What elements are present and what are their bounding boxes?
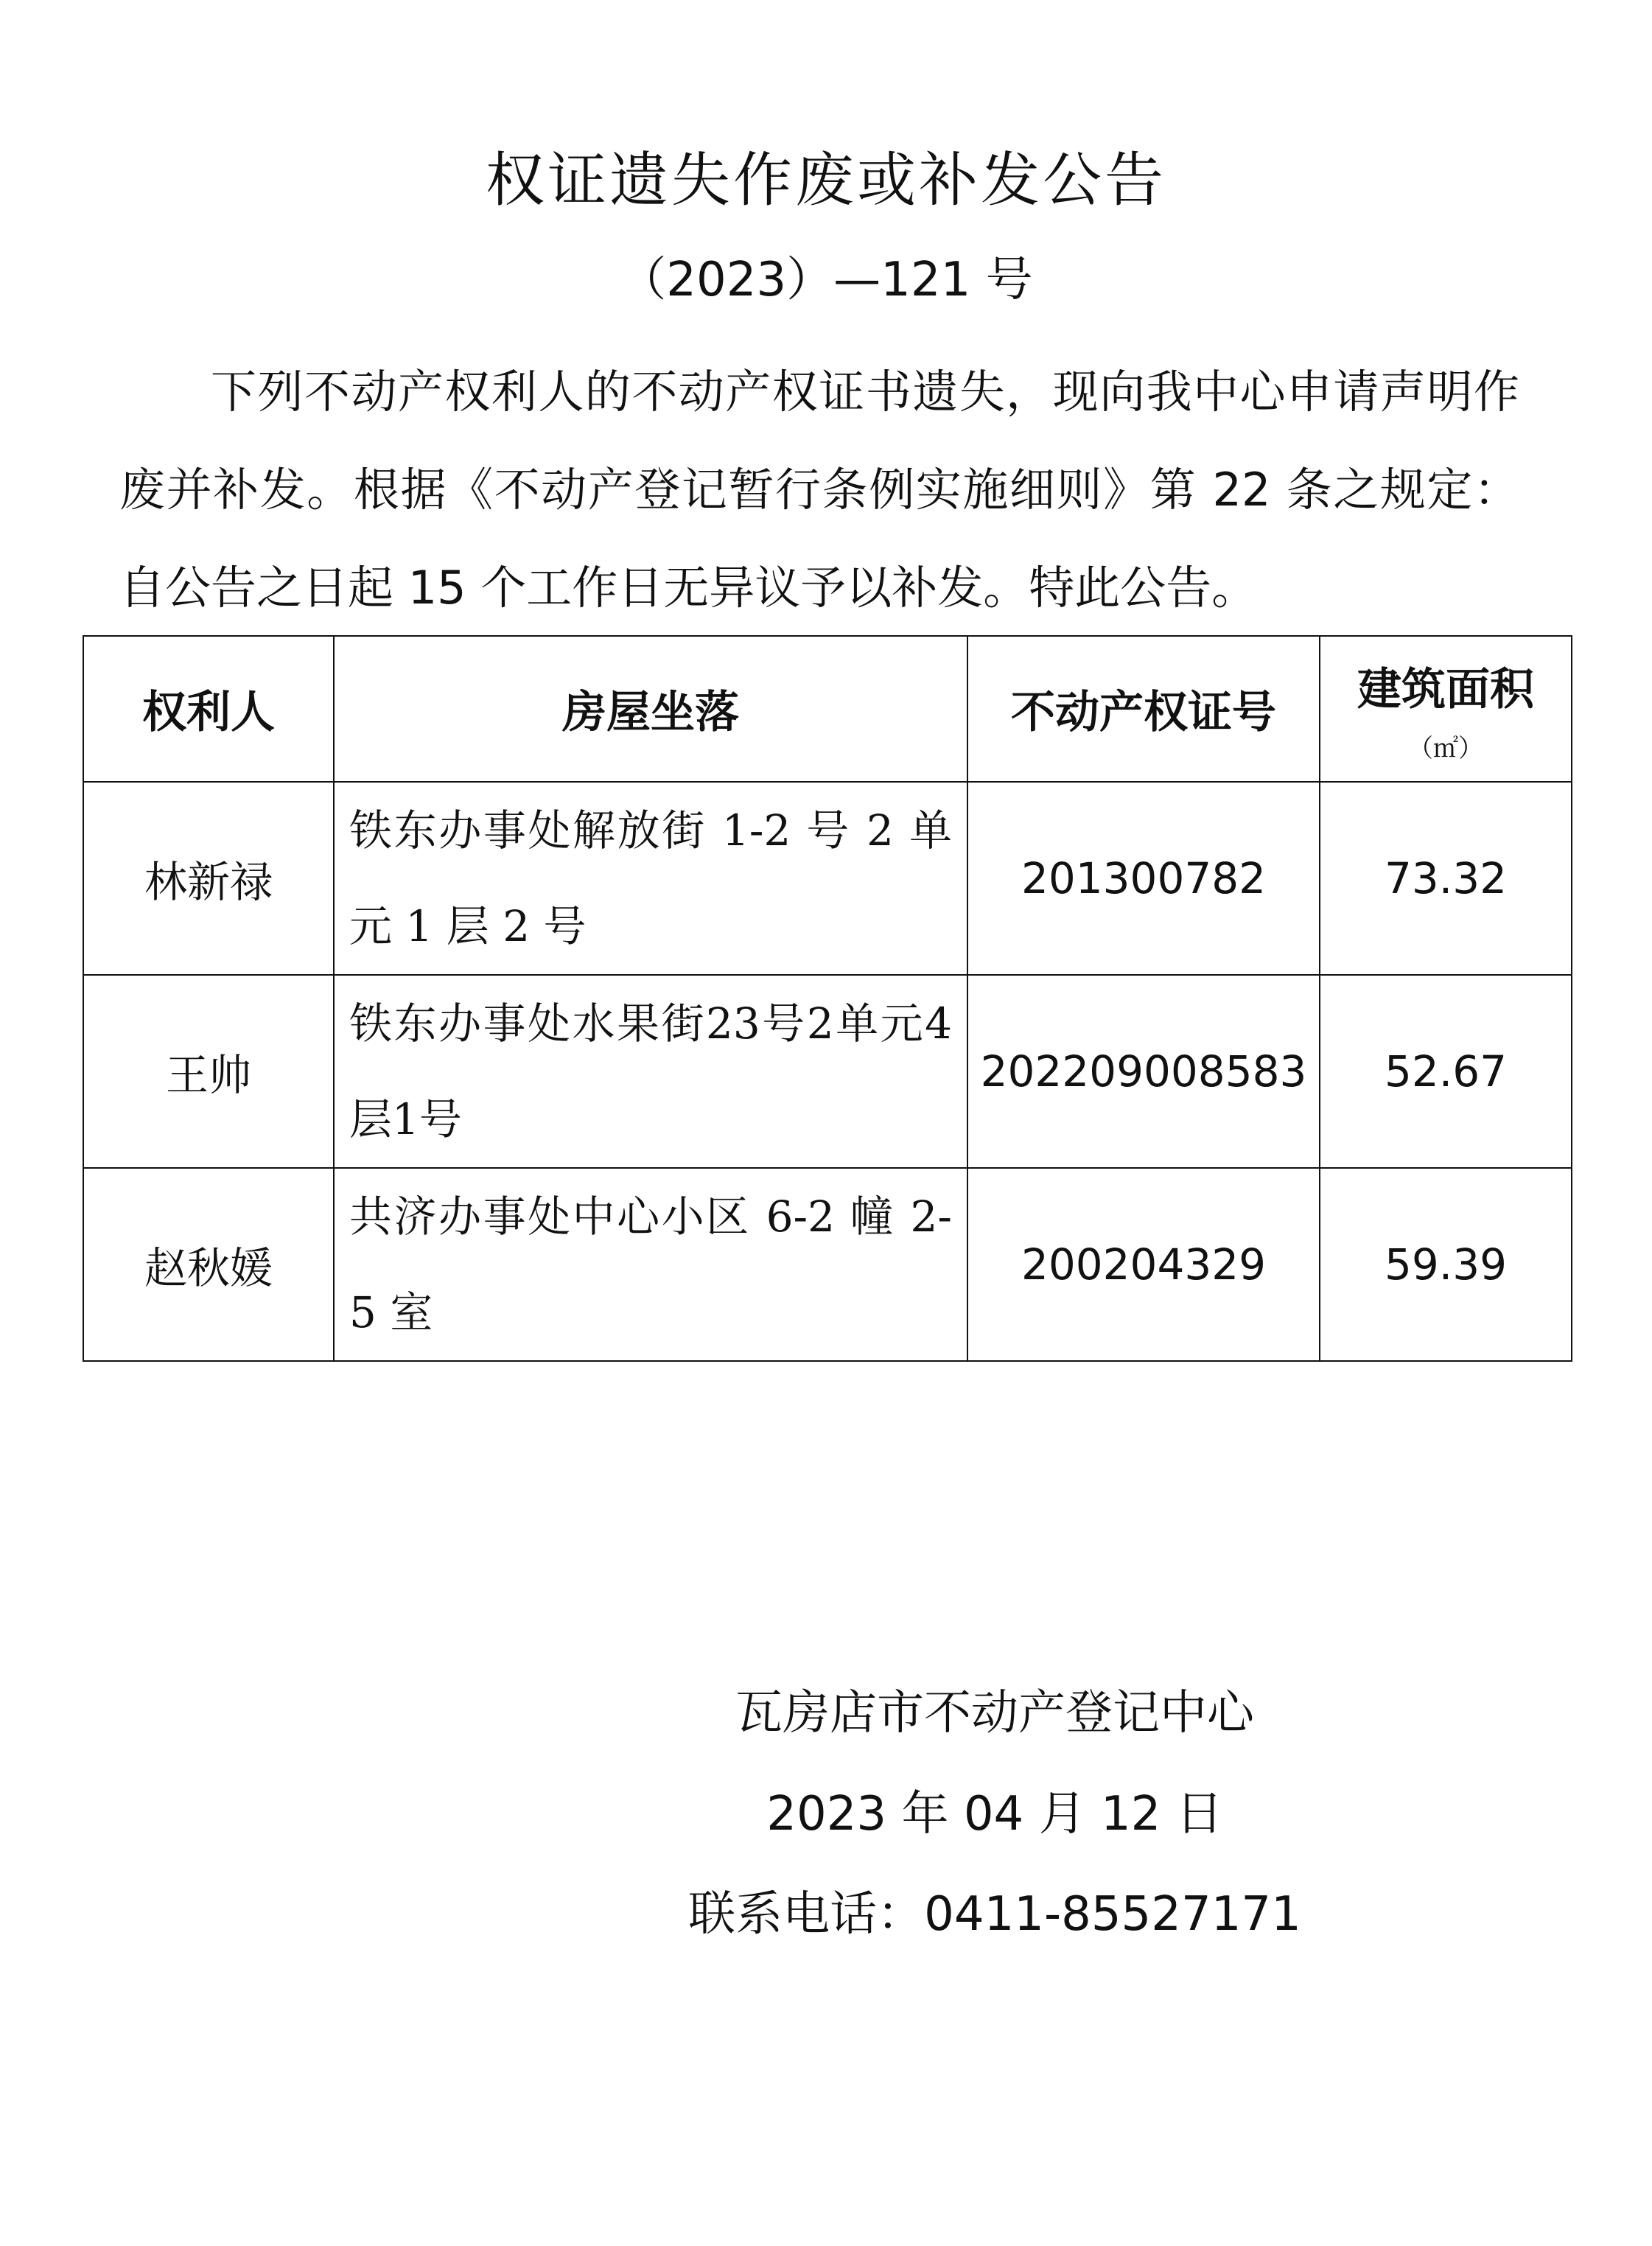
header-area-unit: （㎡） [1408, 733, 1483, 763]
records-table [83, 635, 1572, 1362]
location-cell: 共济办事处中心小区 6-2 幢 2-5 室 [334, 1168, 967, 1361]
header-location: 房屋坐落 [334, 636, 967, 782]
owner-cell: 王帅 [83, 975, 334, 1168]
cert-no-cell: 200204329 [967, 1168, 1320, 1361]
notice-body: 下列不动产权利人的不动产权证书遗失，现向我中心申请声明作废并补发。根据《不动产登记暂行条例实施细则》第 22 条之规定：自公告之日起 15 个工作日无异议予以补发。特此公告。 [119, 365, 1519, 615]
header-cert-no: 不动产权证号 [967, 636, 1320, 782]
contact-phone: 联系电话：0411-85527171 [688, 1887, 1301, 1942]
cert-no-cell: 202209008583 [967, 975, 1320, 1168]
header-area-label: 建筑面积 [1357, 663, 1534, 716]
area-cell: 59.39 [1320, 1168, 1572, 1361]
location-cell: 铁东办事处水果街23号2单元4层1号 [334, 975, 967, 1168]
area-cell: 73.32 [1320, 782, 1572, 975]
notice-title: 权证遗失作废或补发公告 [486, 146, 1166, 214]
owner-cell: 赵秋媛 [83, 1168, 334, 1361]
issuer-name: 瓦房店市不动产登记中心 [735, 1686, 1254, 1741]
issue-date: 2023 年 04 月 12 日 [766, 1787, 1223, 1841]
header-owner: 权利人 [83, 636, 334, 782]
owner-cell: 林新禄 [83, 782, 334, 975]
notice-number: （2023）—121 号 [619, 253, 1033, 307]
table-header-row [83, 636, 1572, 782]
area-cell: 52.67 [1320, 975, 1572, 1168]
table-row [83, 975, 1572, 1168]
table-row [83, 782, 1572, 975]
cert-no-cell: 201300782 [967, 782, 1320, 975]
location-cell: 铁东办事处解放街 1-2 号 2 单元 1 层 2 号 [334, 782, 967, 975]
header-area [1320, 636, 1572, 782]
table-row [83, 1168, 1572, 1361]
